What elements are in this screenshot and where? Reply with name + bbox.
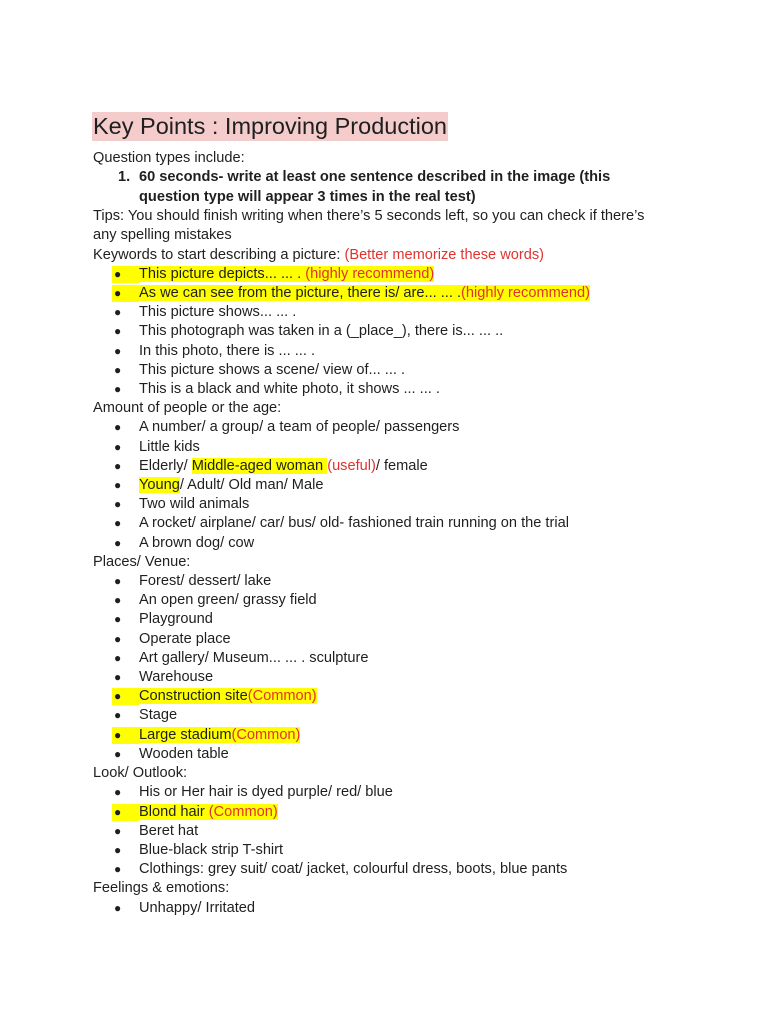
bullet-icon: ● <box>114 305 122 320</box>
list-item <box>93 803 653 822</box>
bullet-icon: ● <box>114 266 122 281</box>
item-text: A number/ a group/ a team of people/ passengers <box>139 419 460 436</box>
item-text: Beret hat <box>139 822 199 839</box>
bullet-icon: ● <box>114 362 122 377</box>
item-text: Warehouse <box>139 669 214 686</box>
bullet-icon: ● <box>114 343 122 358</box>
list-item <box>93 899 653 918</box>
list-item <box>93 284 653 303</box>
list-item <box>93 380 653 399</box>
keywords-heading <box>93 246 653 265</box>
heading-text: Keywords to start describing a picture: <box>93 246 341 263</box>
bullet-icon: ● <box>114 535 122 550</box>
bullet-icon: ● <box>114 823 122 838</box>
bullet-icon: ● <box>114 478 122 493</box>
list-item <box>93 418 653 437</box>
bullet-icon: ● <box>114 670 122 685</box>
item-text: This picture depicts... ... . <box>139 265 302 282</box>
list-item <box>93 495 653 514</box>
item-text: Two wild animals <box>139 496 250 513</box>
list-item <box>93 726 653 745</box>
list-item <box>93 591 653 610</box>
item-text: Art gallery/ Museum... ... . sculpture <box>139 649 369 666</box>
list-item <box>93 610 653 629</box>
list-item <box>93 668 653 687</box>
list-item <box>93 572 653 591</box>
list-item <box>93 706 653 725</box>
bullet-icon: ● <box>114 689 122 704</box>
highlighted-text: Large stadium <box>139 726 232 743</box>
list-item <box>93 457 653 476</box>
bullet-icon: ● <box>114 574 122 589</box>
places-heading: Places/ Venue: <box>93 553 191 570</box>
bullet-icon: ● <box>114 708 122 723</box>
item-text: Wooden table <box>139 745 229 762</box>
bullet-icon: ● <box>114 631 122 646</box>
item-text: This photograph was taken in a (_place_), there is... ... .. <box>139 323 504 340</box>
list-item <box>93 630 653 649</box>
list-item <box>93 745 653 764</box>
item-text: An open green/ grassy field <box>139 592 317 609</box>
item-note: (highly recommend) <box>301 265 435 282</box>
item-text: Little kids <box>139 438 200 455</box>
keywords-list <box>93 265 653 399</box>
item-text: / Adult/ Old man/ Male <box>179 477 324 494</box>
item-text: This picture shows... ... . <box>139 304 297 321</box>
bullet-icon: ● <box>114 727 122 742</box>
list-item <box>93 649 653 668</box>
item-text: Unhappy/ Irritated <box>139 899 256 916</box>
list-item <box>93 342 653 361</box>
item-text: In this photo, there is ... ... . <box>139 342 316 359</box>
bullet-icon: ● <box>114 746 122 761</box>
bullet-icon: ● <box>114 420 122 435</box>
highlighted-text: Middle-aged woman <box>191 457 328 474</box>
page-title: Key Points : Improving Production <box>93 113 447 139</box>
bullet-icon: ● <box>114 804 122 819</box>
question-types-heading: Question types include: <box>93 150 245 166</box>
list-item <box>93 822 653 841</box>
bullet-icon: ● <box>114 286 122 301</box>
item-text: Stage <box>139 707 178 724</box>
list-item <box>93 860 653 879</box>
numbered-item <box>93 168 639 207</box>
bullet-icon: ● <box>114 516 122 531</box>
list-item <box>93 783 653 802</box>
bullet-icon: ● <box>114 900 122 915</box>
bullet-icon: ● <box>114 497 122 512</box>
item-text: This is a black and white photo, it shows ... ... . <box>139 381 440 398</box>
bullet-icon: ● <box>114 842 122 857</box>
item-text: Forest/ dessert/ lake <box>139 573 272 590</box>
bullet-icon: ● <box>114 862 122 877</box>
heading-note: (Better memorize these words) <box>344 246 544 263</box>
bullet-icon: ● <box>114 785 122 800</box>
look-heading: Look/ Outlook: <box>93 765 188 782</box>
tips-paragraph: Tips: You should finish writing when there’s 5 seconds left, so you can check if there’s any spelling mistakes <box>93 208 645 244</box>
highlighted-text: Construction site <box>139 688 248 705</box>
item-text: Clothings: grey suit/ coat/ jacket, colourful dress, boots, blue pants <box>139 861 568 878</box>
item-text: Blue-black strip T-shirt <box>139 841 284 858</box>
item-text: This picture shows a scene/ view of... ... . <box>139 361 406 378</box>
item-text: 60 seconds- write at least one sentence described in the image (this question type will appear 3 times in the real test) <box>139 169 611 205</box>
bullet-icon: ● <box>114 439 122 454</box>
bullet-icon: ● <box>114 593 122 608</box>
item-note: (highly recommend) <box>461 285 590 302</box>
item-text: A brown dog/ cow <box>139 534 255 551</box>
feelings-list <box>93 899 653 918</box>
item-text: As we can see from the picture, there is/ are... ... . <box>139 285 462 302</box>
bullet-icon: ● <box>114 324 122 339</box>
item-text: Operate place <box>139 630 231 647</box>
list-item <box>93 265 653 284</box>
highlighted-text: Blond hair <box>139 803 209 820</box>
list-item <box>93 514 653 533</box>
list-item <box>93 476 653 495</box>
document-body <box>93 149 653 918</box>
amount-heading: Amount of people or the age: <box>93 400 282 417</box>
bullet-icon: ● <box>114 650 122 665</box>
item-text: Playground <box>139 611 213 628</box>
item-text: A rocket/ airplane/ car/ bus/ old- fashioned train running on the trial <box>139 515 569 532</box>
item-number: 1. <box>118 169 131 186</box>
bullet-icon: ● <box>114 382 122 397</box>
list-item <box>93 687 653 706</box>
list-item <box>93 841 653 860</box>
item-text: His or Her hair is dyed purple/ red/ blue <box>139 784 393 801</box>
list-item <box>93 361 653 380</box>
list-item <box>93 534 653 553</box>
feelings-heading: Feelings & emotions: <box>93 880 230 897</box>
item-note: (Common) <box>247 688 317 705</box>
bullet-icon: ● <box>114 612 122 627</box>
highlighted-text: Young <box>139 477 180 494</box>
item-note: (Common) <box>231 726 301 743</box>
item-note: (useful) <box>327 457 376 474</box>
item-note: (Common) <box>208 803 278 820</box>
bullet-icon: ● <box>114 458 122 473</box>
item-text: / female <box>375 457 428 474</box>
amount-list <box>93 418 653 552</box>
list-item <box>93 303 653 322</box>
look-list <box>93 783 653 879</box>
list-item <box>93 322 653 341</box>
places-list <box>93 572 653 764</box>
list-item <box>93 438 653 457</box>
item-text: Elderly/ <box>139 457 192 474</box>
